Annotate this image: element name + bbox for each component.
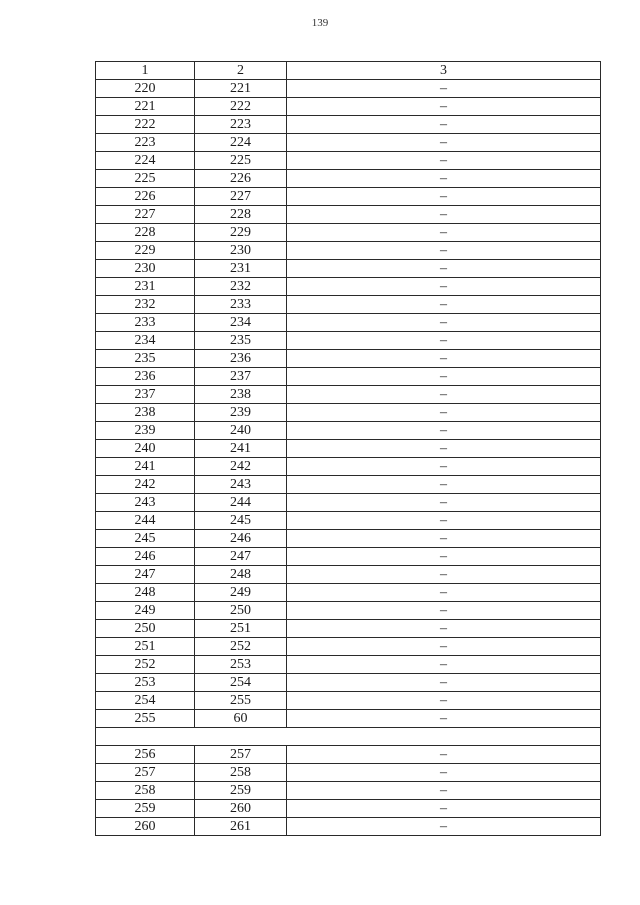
page-number: 139 (311, 17, 329, 29)
table-row (96, 134, 601, 152)
table-cell-col-3: – (287, 404, 601, 422)
table-cell-col-3: – (287, 98, 601, 116)
table-cell-col-3: – (287, 440, 601, 458)
table-cell-col-1: 228 (96, 224, 195, 242)
table-cell-col-1: 243 (96, 494, 195, 512)
table-body (96, 80, 601, 836)
table-cell-col-3: – (287, 494, 601, 512)
table-cell-col-3: – (287, 242, 601, 260)
table-row (96, 260, 601, 278)
table-cell-col-2: 235 (195, 332, 287, 350)
table-cell-col-2: 222 (195, 98, 287, 116)
table-row (96, 548, 601, 566)
table-cell-col-2: 229 (195, 224, 287, 242)
table-cell-col-3: – (287, 746, 601, 764)
table-row (96, 368, 601, 386)
table-cell-col-2: 239 (195, 404, 287, 422)
table-cell-col-3: – (287, 584, 601, 602)
table-row (96, 242, 601, 260)
table-cell-col-3: – (287, 224, 601, 242)
table-cell-col-1: 231 (96, 278, 195, 296)
table-row (96, 512, 601, 530)
table-cell-col-3: – (287, 548, 601, 566)
table-cell-col-2: 260 (195, 800, 287, 818)
table-cell-col-3: – (287, 620, 601, 638)
table-cell-col-2: 248 (195, 566, 287, 584)
table-row (96, 584, 601, 602)
table-cell-col-1: 225 (96, 170, 195, 188)
table-row (96, 656, 601, 674)
table-cell-col-2: 251 (195, 620, 287, 638)
table-cell-col-3: – (287, 764, 601, 782)
table-cell-col-2: 259 (195, 782, 287, 800)
table-cell-col-2: 244 (195, 494, 287, 512)
table-cell-col-3: – (287, 386, 601, 404)
table-cell-col-1: 249 (96, 602, 195, 620)
table-row (96, 188, 601, 206)
table-row (96, 350, 601, 368)
table-cell-col-3: – (287, 692, 601, 710)
table-row (96, 746, 601, 764)
table-cell-col-2: 237 (195, 368, 287, 386)
table-cell-col-2: 258 (195, 764, 287, 782)
table-cell-col-2: 227 (195, 188, 287, 206)
table-cell-col-3: – (287, 296, 601, 314)
table-row (96, 782, 601, 800)
table-cell-col-3: – (287, 800, 601, 818)
column-header-1: 1 (96, 62, 195, 80)
table-row (96, 80, 601, 98)
table-cell-col-3: – (287, 674, 601, 692)
table-cell-col-3: – (287, 458, 601, 476)
table-row (96, 476, 601, 494)
table-cell-col-3: – (287, 566, 601, 584)
table-cell-col-3: – (287, 152, 601, 170)
table-cell-col-2: 60 (195, 710, 287, 728)
table-cell-col-1: 251 (96, 638, 195, 656)
table-row (96, 800, 601, 818)
table-cell-col-3: – (287, 476, 601, 494)
table-cell-col-3: – (287, 260, 601, 278)
table-cell-col-1: 221 (96, 98, 195, 116)
table-cell-col-3: – (287, 656, 601, 674)
table-row (96, 674, 601, 692)
table-cell-col-3: – (287, 80, 601, 98)
table-header-row (96, 62, 601, 80)
table-cell-col-2: 221 (195, 80, 287, 98)
table-row (96, 530, 601, 548)
table-row (96, 224, 601, 242)
table-cell-col-2: 254 (195, 674, 287, 692)
table-cell-col-2: 228 (195, 206, 287, 224)
table-cell-col-2: 240 (195, 422, 287, 440)
table-cell-col-1: 239 (96, 422, 195, 440)
table-spacer-cell (96, 728, 601, 746)
table-cell-col-2: 234 (195, 314, 287, 332)
table-cell-col-2: 243 (195, 476, 287, 494)
table-row (96, 206, 601, 224)
table-row (96, 692, 601, 710)
table-cell-col-1: 241 (96, 458, 195, 476)
table-cell-col-3: – (287, 332, 601, 350)
table-cell-col-1: 252 (96, 656, 195, 674)
table-cell-col-1: 259 (96, 800, 195, 818)
table-cell-col-3: – (287, 818, 601, 836)
table-cell-col-2: 223 (195, 116, 287, 134)
table-cell-col-1: 258 (96, 782, 195, 800)
table-cell-col-1: 257 (96, 764, 195, 782)
table-cell-col-1: 248 (96, 584, 195, 602)
table-row (96, 440, 601, 458)
table-row (96, 296, 601, 314)
column-header-2: 2 (195, 62, 287, 80)
table-cell-col-1: 233 (96, 314, 195, 332)
table-cell-col-1: 222 (96, 116, 195, 134)
table-cell-col-1: 230 (96, 260, 195, 278)
table-cell-col-3: – (287, 314, 601, 332)
table-row (96, 278, 601, 296)
table-cell-col-1: 238 (96, 404, 195, 422)
table-cell-col-1: 232 (96, 296, 195, 314)
table-spacer-row (96, 728, 601, 746)
table-row (96, 314, 601, 332)
table-cell-col-1: 240 (96, 440, 195, 458)
table-row (96, 152, 601, 170)
table-row (96, 818, 601, 836)
table-row (96, 710, 601, 728)
table-row (96, 638, 601, 656)
table-cell-col-3: – (287, 350, 601, 368)
table-cell-col-1: 223 (96, 134, 195, 152)
table-cell-col-3: – (287, 368, 601, 386)
table-cell-col-3: – (287, 278, 601, 296)
table-row (96, 170, 601, 188)
table-cell-col-1: 236 (96, 368, 195, 386)
table-cell-col-1: 246 (96, 548, 195, 566)
table-row (96, 386, 601, 404)
table-cell-col-2: 253 (195, 656, 287, 674)
table-cell-col-3: – (287, 530, 601, 548)
table-cell-col-2: 255 (195, 692, 287, 710)
table-cell-col-2: 250 (195, 602, 287, 620)
table-cell-col-1: 242 (96, 476, 195, 494)
table-cell-col-2: 249 (195, 584, 287, 602)
table-cell-col-2: 242 (195, 458, 287, 476)
table-row (96, 764, 601, 782)
table-cell-col-1: 247 (96, 566, 195, 584)
table-cell-col-2: 257 (195, 746, 287, 764)
table-cell-col-1: 245 (96, 530, 195, 548)
table-cell-col-3: – (287, 188, 601, 206)
table-row (96, 404, 601, 422)
table-cell-col-2: 246 (195, 530, 287, 548)
table-cell-col-2: 245 (195, 512, 287, 530)
table-cell-col-1: 250 (96, 620, 195, 638)
table-cell-col-2: 231 (195, 260, 287, 278)
table-row (96, 116, 601, 134)
table-cell-col-1: 227 (96, 206, 195, 224)
table-cell-col-1: 220 (96, 80, 195, 98)
table-cell-col-2: 238 (195, 386, 287, 404)
table-cell-col-3: – (287, 710, 601, 728)
table-cell-col-1: 234 (96, 332, 195, 350)
table-cell-col-2: 236 (195, 350, 287, 368)
table-cell-col-3: – (287, 638, 601, 656)
table-cell-col-2: 247 (195, 548, 287, 566)
table-cell-col-3: – (287, 206, 601, 224)
table-cell-col-3: – (287, 422, 601, 440)
table-cell-col-2: 232 (195, 278, 287, 296)
table-cell-col-3: – (287, 602, 601, 620)
table-row (96, 494, 601, 512)
table-cell-col-2: 224 (195, 134, 287, 152)
table-row (96, 566, 601, 584)
table-cell-col-1: 253 (96, 674, 195, 692)
table-cell-col-1: 224 (96, 152, 195, 170)
table-row (96, 98, 601, 116)
table-cell-col-2: 241 (195, 440, 287, 458)
table-cell-col-1: 237 (96, 386, 195, 404)
table-row (96, 458, 601, 476)
table-cell-col-1: 229 (96, 242, 195, 260)
table-cell-col-1: 254 (96, 692, 195, 710)
column-header-3: 3 (287, 62, 601, 80)
table-cell-col-2: 233 (195, 296, 287, 314)
table-row (96, 332, 601, 350)
table-cell-col-2: 230 (195, 242, 287, 260)
table-row (96, 620, 601, 638)
table-cell-col-2: 261 (195, 818, 287, 836)
table-row (96, 422, 601, 440)
data-table (95, 61, 601, 836)
table-cell-col-2: 252 (195, 638, 287, 656)
table-cell-col-1: 244 (96, 512, 195, 530)
table-cell-col-1: 256 (96, 746, 195, 764)
table-cell-col-2: 226 (195, 170, 287, 188)
table-row (96, 602, 601, 620)
table-cell-col-1: 226 (96, 188, 195, 206)
table-cell-col-3: – (287, 170, 601, 188)
table-cell-col-3: – (287, 116, 601, 134)
table-cell-col-1: 235 (96, 350, 195, 368)
table-cell-col-2: 225 (195, 152, 287, 170)
table-cell-col-1: 260 (96, 818, 195, 836)
table-cell-col-3: – (287, 512, 601, 530)
table-cell-col-3: – (287, 134, 601, 152)
table-cell-col-1: 255 (96, 710, 195, 728)
table-cell-col-3: – (287, 782, 601, 800)
